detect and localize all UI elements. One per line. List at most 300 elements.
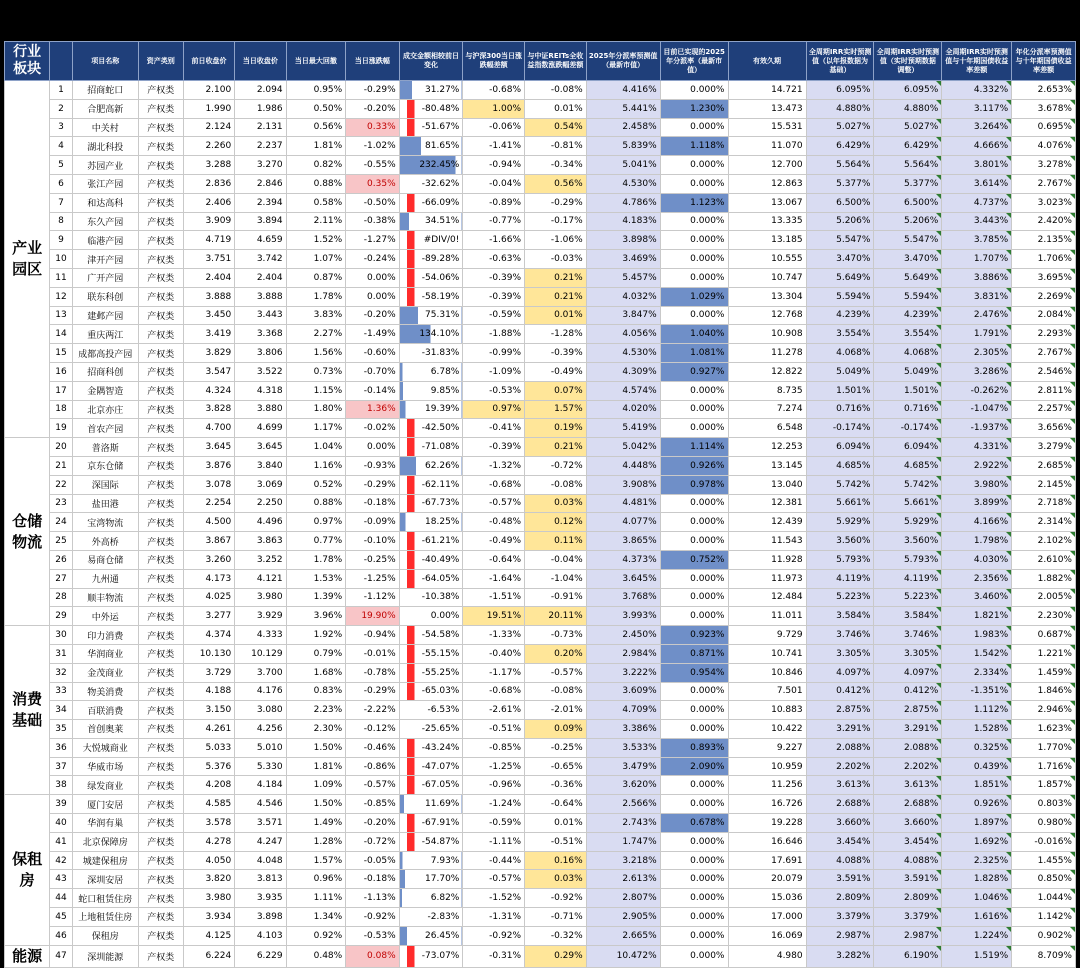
cell-dist-forecast[interactable]: 4.530% (586, 174, 660, 193)
cell-close[interactable]: 3.571 (235, 814, 286, 833)
cell-prev-close[interactable]: 3.934 (183, 908, 234, 927)
cell-asset-class[interactable]: 产权类 (138, 362, 183, 381)
cell-irr-annual[interactable]: 3.291% (806, 720, 874, 739)
cell-asset-class[interactable]: 产权类 (138, 626, 183, 645)
cell-dist-spread[interactable]: 2.610% (1012, 550, 1076, 569)
cell-dist-forecast[interactable]: 10.472% (586, 945, 660, 967)
cell-max-drawdown[interactable]: 3.83% (286, 306, 346, 325)
cell-project[interactable]: 东久产园 (72, 212, 138, 231)
cell-max-drawdown[interactable]: 2.27% (286, 325, 346, 344)
cell-irr-spread[interactable]: 0.325% (942, 738, 1012, 757)
cell-change[interactable]: -0.29% (346, 81, 399, 100)
cell-irr-adjusted[interactable]: 5.661% (874, 494, 942, 513)
cell-duration[interactable]: 13.335 (728, 212, 806, 231)
cell-dist-realized[interactable]: 0.000% (660, 118, 728, 137)
cell-dist-forecast[interactable]: 3.768% (586, 588, 660, 607)
cell-irr-adjusted[interactable]: 5.742% (874, 475, 942, 494)
cell-irr-annual[interactable]: 4.097% (806, 663, 874, 682)
cell-vs-hs300[interactable]: -2.61% (463, 701, 525, 720)
cell-vs-hs300[interactable]: -0.44% (463, 851, 525, 870)
cell-dist-spread[interactable]: 1.706% (1012, 250, 1076, 269)
cell-dist-realized[interactable]: 0.000% (660, 494, 728, 513)
cell-vs-reits-index[interactable]: -0.04% (525, 550, 587, 569)
cell-prev-close[interactable]: 4.173 (183, 569, 234, 588)
cell-asset-class[interactable]: 产权类 (138, 945, 183, 967)
cell-dist-realized[interactable]: 0.000% (660, 250, 728, 269)
cell-irr-adjusted[interactable]: 3.560% (874, 532, 942, 551)
cell-irr-adjusted[interactable]: 6.095% (874, 81, 942, 100)
cell-dist-spread[interactable]: 2.084% (1012, 306, 1076, 325)
cell-prev-close[interactable]: 6.224 (183, 945, 234, 967)
header-close[interactable]: 当日收盘价 (235, 42, 286, 81)
cell-vs-hs300[interactable]: -0.57% (463, 870, 525, 889)
cell-dist-realized[interactable]: 0.000% (660, 720, 728, 739)
cell-dist-spread[interactable]: 3.695% (1012, 268, 1076, 287)
cell-dist-forecast[interactable]: 4.077% (586, 513, 660, 532)
cell-max-drawdown[interactable]: 0.77% (286, 532, 346, 551)
cell-vs-hs300[interactable]: -0.59% (463, 814, 525, 833)
cell-close[interactable]: 3.522 (235, 362, 286, 381)
cell-dist-spread[interactable]: 1.846% (1012, 682, 1076, 701)
cell-asset-class[interactable]: 产权类 (138, 513, 183, 532)
cell-irr-annual[interactable]: 5.742% (806, 475, 874, 494)
cell-prev-close[interactable]: 3.547 (183, 362, 234, 381)
cell-change[interactable]: -0.12% (346, 720, 399, 739)
cell-irr-spread[interactable]: 1.046% (942, 889, 1012, 908)
header-dist-realized[interactable]: 目前已实现的2025年分派率（最新市值） (660, 42, 728, 81)
cell-vs-reits-index[interactable]: -0.34% (525, 156, 587, 175)
cell-irr-annual[interactable]: 3.554% (806, 325, 874, 344)
cell-dist-forecast[interactable]: 3.469% (586, 250, 660, 269)
cell-duration[interactable]: 11.278 (728, 344, 806, 363)
cell-dist-spread[interactable]: 2.767% (1012, 174, 1076, 193)
cell-vs-reits-index[interactable]: 0.16% (525, 851, 587, 870)
cell-dist-realized[interactable]: 0.000% (660, 607, 728, 626)
cell-prev-close[interactable]: 2.404 (183, 268, 234, 287)
cell-dist-spread[interactable]: 2.767% (1012, 344, 1076, 363)
cell-asset-class[interactable]: 产权类 (138, 588, 183, 607)
cell-irr-adjusted[interactable]: 2.088% (874, 738, 942, 757)
cell-prev-close[interactable]: 3.150 (183, 701, 234, 720)
cell-change[interactable]: -0.46% (346, 738, 399, 757)
cell-dist-spread[interactable]: 1.716% (1012, 757, 1076, 776)
cell-vs-hs300[interactable]: -0.39% (463, 268, 525, 287)
cell-irr-spread[interactable]: 3.264% (942, 118, 1012, 137)
cell-duration[interactable]: 10.883 (728, 701, 806, 720)
cell-index[interactable]: 36 (50, 738, 73, 757)
cell-change[interactable]: -0.18% (346, 494, 399, 513)
cell-irr-spread[interactable]: 2.922% (942, 456, 1012, 475)
cell-dist-spread[interactable]: 2.145% (1012, 475, 1076, 494)
cell-vs-hs300[interactable]: -0.68% (463, 475, 525, 494)
cell-vs-hs300[interactable]: -0.41% (463, 419, 525, 438)
cell-vs-hs300[interactable]: -1.33% (463, 626, 525, 645)
cell-project[interactable]: 临港产园 (72, 231, 138, 250)
cell-change[interactable]: 19.90% (346, 607, 399, 626)
cell-asset-class[interactable]: 产权类 (138, 663, 183, 682)
cell-asset-class[interactable]: 产权类 (138, 701, 183, 720)
cell-duration[interactable]: 7.274 (728, 400, 806, 419)
cell-index[interactable]: 42 (50, 851, 73, 870)
cell-volume-change[interactable]: 232.45% (399, 156, 463, 175)
cell-dist-realized[interactable]: 1.230% (660, 99, 728, 118)
cell-irr-adjusted[interactable]: 3.291% (874, 720, 942, 739)
cell-change[interactable]: -0.85% (346, 795, 399, 814)
cell-vs-reits-index[interactable]: 0.19% (525, 419, 587, 438)
cell-irr-annual[interactable]: 3.591% (806, 870, 874, 889)
cell-close[interactable]: 4.659 (235, 231, 286, 250)
cell-vs-reits-index[interactable]: 0.01% (525, 99, 587, 118)
cell-index[interactable]: 13 (50, 306, 73, 325)
cell-dist-realized[interactable]: 0.752% (660, 550, 728, 569)
cell-irr-annual[interactable]: 5.649% (806, 268, 874, 287)
cell-project[interactable]: 印力消费 (72, 626, 138, 645)
cell-vs-hs300[interactable]: 1.00% (463, 99, 525, 118)
cell-irr-spread[interactable]: 1.821% (942, 607, 1012, 626)
cell-index[interactable]: 45 (50, 908, 73, 927)
cell-duration[interactable]: 10.846 (728, 663, 806, 682)
cell-dist-spread[interactable]: 2.230% (1012, 607, 1076, 626)
header-dist-forecast[interactable]: 2025年分派率预测值（最新市值） (586, 42, 660, 81)
cell-vs-hs300[interactable]: -1.17% (463, 663, 525, 682)
cell-max-drawdown[interactable]: 1.78% (286, 287, 346, 306)
cell-irr-adjusted[interactable]: 6.429% (874, 137, 942, 156)
cell-dist-realized[interactable]: 0.000% (660, 832, 728, 851)
cell-close[interactable]: 3.645 (235, 438, 286, 457)
cell-vs-hs300[interactable]: -0.04% (463, 174, 525, 193)
cell-close[interactable]: 3.840 (235, 456, 286, 475)
cell-irr-annual[interactable]: 3.660% (806, 814, 874, 833)
cell-close[interactable]: 2.404 (235, 268, 286, 287)
cell-project[interactable]: 华润有巢 (72, 814, 138, 833)
cell-index[interactable]: 41 (50, 832, 73, 851)
cell-duration[interactable]: 11.928 (728, 550, 806, 569)
cell-index[interactable]: 2 (50, 99, 73, 118)
cell-asset-class[interactable]: 产权类 (138, 851, 183, 870)
cell-prev-close[interactable]: 4.585 (183, 795, 234, 814)
cell-vs-reits-index[interactable]: 0.11% (525, 532, 587, 551)
cell-max-drawdown[interactable]: 1.53% (286, 569, 346, 588)
cell-irr-spread[interactable]: 1.692% (942, 832, 1012, 851)
cell-asset-class[interactable]: 产权类 (138, 193, 183, 212)
cell-dist-realized[interactable]: 0.000% (660, 174, 728, 193)
cell-dist-forecast[interactable]: 4.183% (586, 212, 660, 231)
cell-irr-annual[interactable]: 2.875% (806, 701, 874, 720)
cell-duration[interactable]: 14.721 (728, 81, 806, 100)
cell-project[interactable]: 京东仓储 (72, 456, 138, 475)
cell-project[interactable]: 九州通 (72, 569, 138, 588)
cell-index[interactable]: 25 (50, 532, 73, 551)
cell-max-drawdown[interactable]: 0.92% (286, 926, 346, 945)
header-volume-change[interactable]: 成交金额相较前日变化 (399, 42, 463, 81)
cell-close[interactable]: 4.247 (235, 832, 286, 851)
cell-close[interactable]: 3.368 (235, 325, 286, 344)
cell-dist-forecast[interactable]: 4.786% (586, 193, 660, 212)
cell-irr-adjusted[interactable]: 4.880% (874, 99, 942, 118)
cell-project[interactable]: 蛇口租赁住房 (72, 889, 138, 908)
cell-irr-annual[interactable]: 5.661% (806, 494, 874, 513)
cell-change[interactable]: 0.00% (346, 287, 399, 306)
cell-vs-hs300[interactable]: -0.49% (463, 532, 525, 551)
cell-volume-change[interactable]: 75.31% (399, 306, 463, 325)
cell-volume-change[interactable]: -40.49% (399, 550, 463, 569)
cell-max-drawdown[interactable]: 1.56% (286, 344, 346, 363)
cell-project[interactable]: 城建保租房 (72, 851, 138, 870)
cell-vs-reits-index[interactable]: 0.56% (525, 174, 587, 193)
cell-asset-class[interactable]: 产权类 (138, 438, 183, 457)
cell-vs-hs300[interactable]: -0.89% (463, 193, 525, 212)
cell-max-drawdown[interactable]: 1.07% (286, 250, 346, 269)
cell-prev-close[interactable]: 3.820 (183, 870, 234, 889)
cell-irr-annual[interactable]: 2.987% (806, 926, 874, 945)
cell-change[interactable]: -0.93% (346, 456, 399, 475)
cell-dist-realized[interactable]: 0.000% (660, 81, 728, 100)
cell-dist-forecast[interactable]: 4.373% (586, 550, 660, 569)
cell-dist-realized[interactable]: 0.000% (660, 682, 728, 701)
cell-dist-forecast[interactable]: 2.665% (586, 926, 660, 945)
cell-dist-spread[interactable]: 2.257% (1012, 400, 1076, 419)
cell-index[interactable]: 1 (50, 81, 73, 100)
cell-close[interactable]: 3.270 (235, 156, 286, 175)
cell-max-drawdown[interactable]: 1.17% (286, 419, 346, 438)
cell-irr-adjusted[interactable]: 1.501% (874, 381, 942, 400)
cell-asset-class[interactable]: 产权类 (138, 344, 183, 363)
cell-asset-class[interactable]: 产权类 (138, 174, 183, 193)
cell-index[interactable]: 28 (50, 588, 73, 607)
cell-dist-realized[interactable]: 0.000% (660, 419, 728, 438)
cell-volume-change[interactable]: -54.58% (399, 626, 463, 645)
cell-max-drawdown[interactable]: 0.52% (286, 475, 346, 494)
cell-volume-change[interactable]: -64.05% (399, 569, 463, 588)
cell-duration[interactable]: 20.079 (728, 870, 806, 889)
cell-asset-class[interactable]: 产权类 (138, 550, 183, 569)
cell-project[interactable]: 广开产园 (72, 268, 138, 287)
cell-duration[interactable]: 4.980 (728, 945, 806, 967)
cell-irr-adjusted[interactable]: 6.190% (874, 945, 942, 967)
cell-change[interactable]: 0.35% (346, 174, 399, 193)
cell-close[interactable]: 2.237 (235, 137, 286, 156)
cell-close[interactable]: 4.121 (235, 569, 286, 588)
cell-dist-spread[interactable]: 2.718% (1012, 494, 1076, 513)
cell-vs-hs300[interactable]: -1.52% (463, 889, 525, 908)
cell-vs-reits-index[interactable]: 0.20% (525, 644, 587, 663)
cell-dist-spread[interactable]: 2.102% (1012, 532, 1076, 551)
cell-change[interactable]: -0.24% (346, 250, 399, 269)
cell-prev-close[interactable]: 1.990 (183, 99, 234, 118)
cell-close[interactable]: 4.699 (235, 419, 286, 438)
cell-change[interactable]: -1.27% (346, 231, 399, 250)
cell-asset-class[interactable]: 产权类 (138, 137, 183, 156)
cell-close[interactable]: 4.318 (235, 381, 286, 400)
cell-dist-forecast[interactable]: 4.709% (586, 701, 660, 720)
cell-project[interactable]: 首创奥莱 (72, 720, 138, 739)
cell-vs-reits-index[interactable]: -0.32% (525, 926, 587, 945)
cell-dist-realized[interactable]: 1.081% (660, 344, 728, 363)
cell-dist-realized[interactable]: 0.000% (660, 795, 728, 814)
cell-irr-annual[interactable]: 6.429% (806, 137, 874, 156)
cell-project[interactable]: 金隅智造 (72, 381, 138, 400)
header-irr-adjusted[interactable]: 全周期IRR实时预测值（实时预期数据调整） (874, 42, 942, 81)
cell-duration[interactable]: 17.691 (728, 851, 806, 870)
cell-max-drawdown[interactable]: 1.28% (286, 832, 346, 851)
cell-asset-class[interactable]: 产权类 (138, 738, 183, 757)
cell-dist-spread[interactable]: -0.016% (1012, 832, 1076, 851)
cell-project[interactable]: 北京亦庄 (72, 400, 138, 419)
cell-close[interactable]: 6.229 (235, 945, 286, 967)
cell-asset-class[interactable]: 产权类 (138, 287, 183, 306)
cell-prev-close[interactable]: 2.836 (183, 174, 234, 193)
cell-dist-realized[interactable]: 0.000% (660, 926, 728, 945)
cell-volume-change[interactable]: -89.28% (399, 250, 463, 269)
cell-dist-realized[interactable]: 0.000% (660, 156, 728, 175)
cell-dist-forecast[interactable]: 3.222% (586, 663, 660, 682)
cell-max-drawdown[interactable]: 1.39% (286, 588, 346, 607)
cell-volume-change[interactable]: -71.08% (399, 438, 463, 457)
cell-dist-forecast[interactable]: 4.448% (586, 456, 660, 475)
cell-volume-change[interactable]: -65.03% (399, 682, 463, 701)
cell-asset-class[interactable]: 产权类 (138, 889, 183, 908)
cell-dist-forecast[interactable]: 4.574% (586, 381, 660, 400)
cell-close[interactable]: 5.330 (235, 757, 286, 776)
cell-change[interactable]: -0.14% (346, 381, 399, 400)
cell-prev-close[interactable]: 4.188 (183, 682, 234, 701)
cell-irr-spread[interactable]: 1.519% (942, 945, 1012, 967)
cell-max-drawdown[interactable]: 1.52% (286, 231, 346, 250)
header-sector[interactable]: 行业板块 (5, 42, 50, 81)
cell-irr-adjusted[interactable]: 2.875% (874, 701, 942, 720)
cell-dist-realized[interactable]: 0.923% (660, 626, 728, 645)
cell-irr-annual[interactable]: 2.088% (806, 738, 874, 757)
cell-duration[interactable]: 12.484 (728, 588, 806, 607)
cell-duration[interactable]: 13.067 (728, 193, 806, 212)
cell-prev-close[interactable]: 3.867 (183, 532, 234, 551)
cell-duration[interactable]: 13.145 (728, 456, 806, 475)
cell-volume-change[interactable]: -66.09% (399, 193, 463, 212)
cell-asset-class[interactable]: 产权类 (138, 81, 183, 100)
cell-max-drawdown[interactable]: 0.87% (286, 268, 346, 287)
sector-cell[interactable]: 仓储物流 (5, 438, 50, 626)
cell-change[interactable]: -0.29% (346, 682, 399, 701)
cell-irr-adjusted[interactable]: 5.377% (874, 174, 942, 193)
cell-irr-spread[interactable]: 1.798% (942, 532, 1012, 551)
cell-close[interactable]: 3.443 (235, 306, 286, 325)
cell-index[interactable]: 6 (50, 174, 73, 193)
cell-close[interactable]: 4.176 (235, 682, 286, 701)
cell-duration[interactable]: 11.973 (728, 569, 806, 588)
cell-irr-adjusted[interactable]: 6.094% (874, 438, 942, 457)
cell-irr-adjusted[interactable]: 3.584% (874, 607, 942, 626)
cell-vs-hs300[interactable]: -0.51% (463, 720, 525, 739)
cell-dist-realized[interactable]: 0.000% (660, 776, 728, 795)
cell-project[interactable]: 津开产园 (72, 250, 138, 269)
cell-duration[interactable]: 13.040 (728, 475, 806, 494)
cell-irr-annual[interactable]: 5.929% (806, 513, 874, 532)
cell-prev-close[interactable]: 2.254 (183, 494, 234, 513)
cell-max-drawdown[interactable]: 0.58% (286, 193, 346, 212)
cell-vs-reits-index[interactable]: 0.09% (525, 720, 587, 739)
cell-change[interactable]: -1.12% (346, 588, 399, 607)
header-project[interactable]: 项目名称 (72, 42, 138, 81)
cell-irr-adjusted[interactable]: 5.049% (874, 362, 942, 381)
cell-duration[interactable]: 16.726 (728, 795, 806, 814)
cell-volume-change[interactable]: -55.15% (399, 644, 463, 663)
cell-irr-annual[interactable]: 5.594% (806, 287, 874, 306)
cell-dist-spread[interactable]: 3.278% (1012, 156, 1076, 175)
cell-dist-forecast[interactable]: 3.386% (586, 720, 660, 739)
cell-project[interactable]: 深圳安居 (72, 870, 138, 889)
cell-volume-change[interactable]: -31.83% (399, 344, 463, 363)
cell-irr-annual[interactable]: 0.716% (806, 400, 874, 419)
cell-irr-adjusted[interactable]: 4.685% (874, 456, 942, 475)
cell-dist-forecast[interactable]: 3.620% (586, 776, 660, 795)
cell-dist-spread[interactable]: 2.420% (1012, 212, 1076, 231)
cell-asset-class[interactable]: 产权类 (138, 475, 183, 494)
header-index[interactable] (50, 42, 73, 81)
cell-duration[interactable]: 13.304 (728, 287, 806, 306)
cell-change[interactable]: -0.20% (346, 814, 399, 833)
cell-dist-realized[interactable]: 0.000% (660, 851, 728, 870)
cell-change[interactable]: -2.22% (346, 701, 399, 720)
cell-index[interactable]: 17 (50, 381, 73, 400)
cell-project[interactable]: 建邺产园 (72, 306, 138, 325)
cell-index[interactable]: 44 (50, 889, 73, 908)
cell-vs-hs300[interactable]: -0.99% (463, 344, 525, 363)
cell-vs-hs300[interactable]: -0.06% (463, 118, 525, 137)
cell-vs-reits-index[interactable]: 0.29% (525, 945, 587, 967)
cell-vs-hs300[interactable]: -0.31% (463, 945, 525, 967)
cell-irr-spread[interactable]: 4.331% (942, 438, 1012, 457)
cell-dist-forecast[interactable]: 3.479% (586, 757, 660, 776)
cell-dist-forecast[interactable]: 4.416% (586, 81, 660, 100)
cell-vs-reits-index[interactable]: -0.08% (525, 682, 587, 701)
cell-max-drawdown[interactable]: 1.09% (286, 776, 346, 795)
cell-asset-class[interactable]: 产权类 (138, 494, 183, 513)
cell-irr-adjusted[interactable]: 3.554% (874, 325, 942, 344)
cell-index[interactable]: 38 (50, 776, 73, 795)
cell-vs-hs300[interactable]: -1.25% (463, 757, 525, 776)
cell-asset-class[interactable]: 产权类 (138, 795, 183, 814)
cell-volume-change[interactable]: 0.00% (399, 607, 463, 626)
cell-dist-spread[interactable]: 1.623% (1012, 720, 1076, 739)
cell-irr-spread[interactable]: 3.117% (942, 99, 1012, 118)
cell-dist-realized[interactable]: 0.927% (660, 362, 728, 381)
cell-dist-spread[interactable]: 3.023% (1012, 193, 1076, 212)
cell-irr-spread[interactable]: 0.439% (942, 757, 1012, 776)
header-max-drawdown[interactable]: 当日最大回撤 (286, 42, 346, 81)
cell-index[interactable]: 33 (50, 682, 73, 701)
cell-dist-spread[interactable]: 1.455% (1012, 851, 1076, 870)
cell-index[interactable]: 32 (50, 663, 73, 682)
cell-dist-forecast[interactable]: 3.609% (586, 682, 660, 701)
cell-index[interactable]: 39 (50, 795, 73, 814)
cell-vs-reits-index[interactable]: -2.01% (525, 701, 587, 720)
cell-asset-class[interactable]: 产权类 (138, 926, 183, 945)
cell-vs-hs300[interactable]: -0.94% (463, 156, 525, 175)
cell-change[interactable]: 0.00% (346, 438, 399, 457)
sector-cell[interactable]: 产业园区 (5, 81, 50, 438)
cell-duration[interactable]: 15.036 (728, 889, 806, 908)
cell-max-drawdown[interactable]: 1.50% (286, 795, 346, 814)
cell-volume-change[interactable]: -67.73% (399, 494, 463, 513)
cell-vs-hs300[interactable]: 0.97% (463, 400, 525, 419)
cell-irr-spread[interactable]: 2.334% (942, 663, 1012, 682)
cell-change[interactable]: -1.13% (346, 889, 399, 908)
cell-irr-spread[interactable]: 3.443% (942, 212, 1012, 231)
cell-volume-change[interactable]: -32.62% (399, 174, 463, 193)
cell-index[interactable]: 29 (50, 607, 73, 626)
cell-project[interactable]: 金茂商业 (72, 663, 138, 682)
cell-dist-realized[interactable]: 0.000% (660, 701, 728, 720)
